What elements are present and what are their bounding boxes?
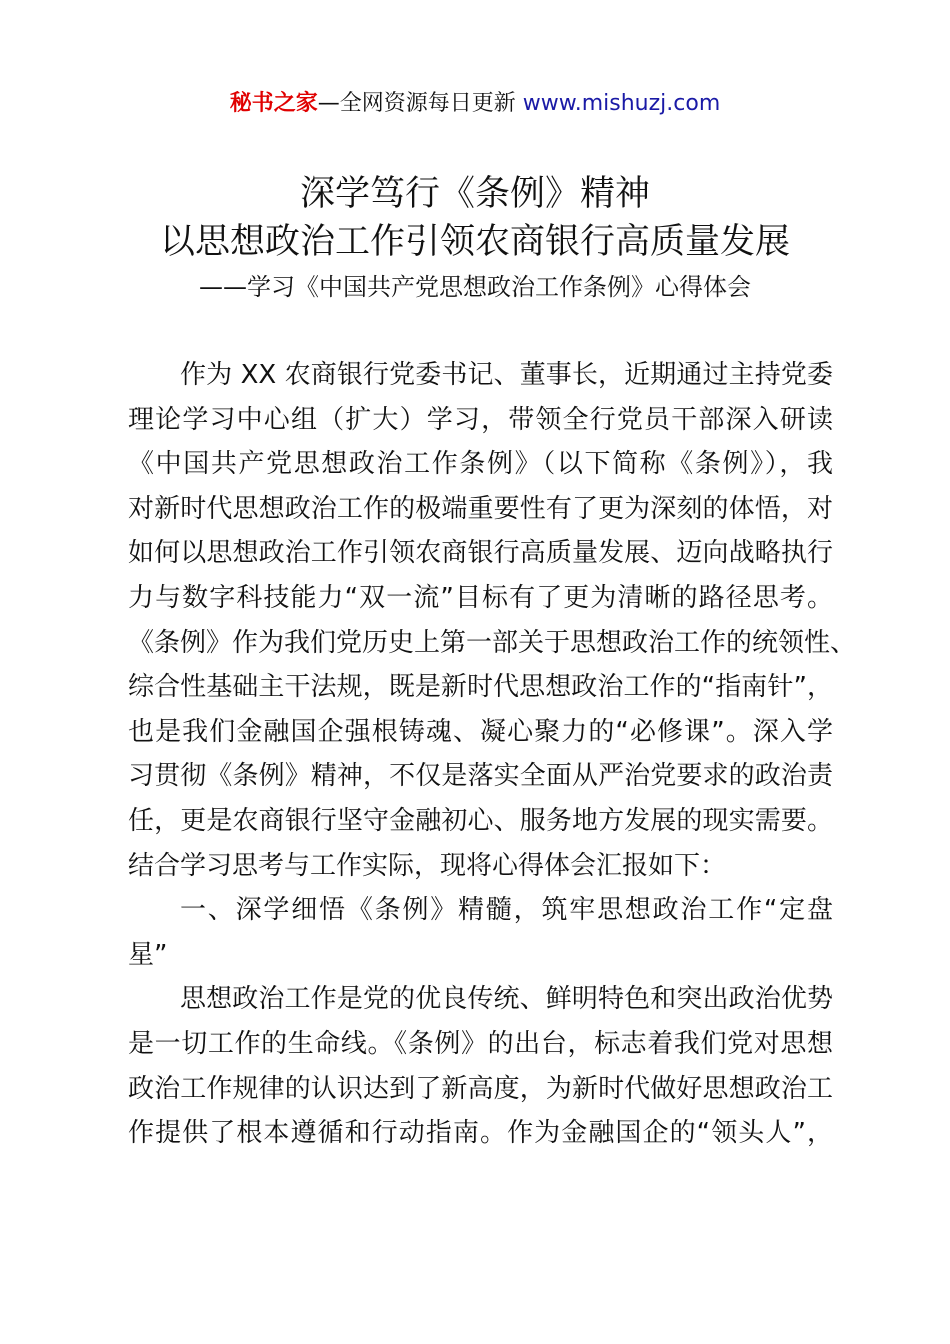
body-line: 力与数字科技能力“双一流”目标有了更为清晰的路径思考。 [128, 582, 833, 613]
body-line: 综合性基础主干法规，既是新时代思想政治工作的“指南针”， [128, 672, 833, 703]
body-line: 《条例》作为我们党历史上第一部关于思想政治工作的统领性、 [128, 627, 857, 658]
body-line: 思想政治工作是党的优良传统、鲜明特色和突出政治优势 [180, 984, 833, 1015]
body-line: 对新时代思想政治工作的极端重要性有了更为深刻的体悟，对 [128, 493, 833, 524]
document-title-line-2: 以思想政治工作引领农商银行高质量发展 [159, 222, 790, 262]
body-line: 是一切工作的生命线。《条例》的出台，标志着我们党对思想 [128, 1028, 833, 1059]
body-line: 作为 XX 农商银行党委书记、董事长，近期通过主持党委 [180, 360, 833, 390]
site-url-link[interactable]: www.mishuzj.com [522, 91, 721, 116]
section-heading-1: 一、深学细悟《条例》精髓，筑牢思想政治工作“定盘 [180, 895, 833, 926]
body-line: 政治工作规律的认识达到了新高度，为新时代做好思想政治工 [128, 1073, 833, 1104]
header-tagline: —全网资源每日更新 [317, 91, 523, 116]
brand-name: 秘书之家 [229, 91, 318, 116]
body-line: 结合学习思考与工作实际，现将心得体会汇报如下： [128, 850, 727, 881]
document-title-line-1: 深学笃行《条例》精神 [299, 174, 650, 214]
document-title-block [0, 170, 950, 306]
body-line: 作提供了根本遵循和行动指南。作为金融国企的“领头人”， [128, 1118, 833, 1149]
body-line: 任，更是农商银行坚守金融初心、服务地方发展的现实需要。 [128, 805, 833, 836]
body-line: 如何以思想政治工作引领农商银行高质量发展、迈向战略执行 [128, 538, 833, 569]
body-line: 也是我们金融国企强根铸魂、凝心聚力的“必修课”。深入学 [128, 716, 833, 747]
document-subtitle: ——学习《中国共产党思想政治工作条例》心得体会 [199, 273, 751, 301]
body-line: 理论学习中心组（扩大）学习，带领全行党员干部深入研读 [128, 404, 833, 435]
section-heading-1-end: 星” [128, 939, 168, 970]
body-line: 习贯彻《条例》精神，不仅是落实全面从严治党要求的政治责 [128, 761, 833, 792]
body-line: 《中国共产党思想政治工作条例》（以下简称《条例》），我 [128, 449, 833, 480]
document-body [128, 353, 857, 1156]
site-header [0, 88, 950, 120]
